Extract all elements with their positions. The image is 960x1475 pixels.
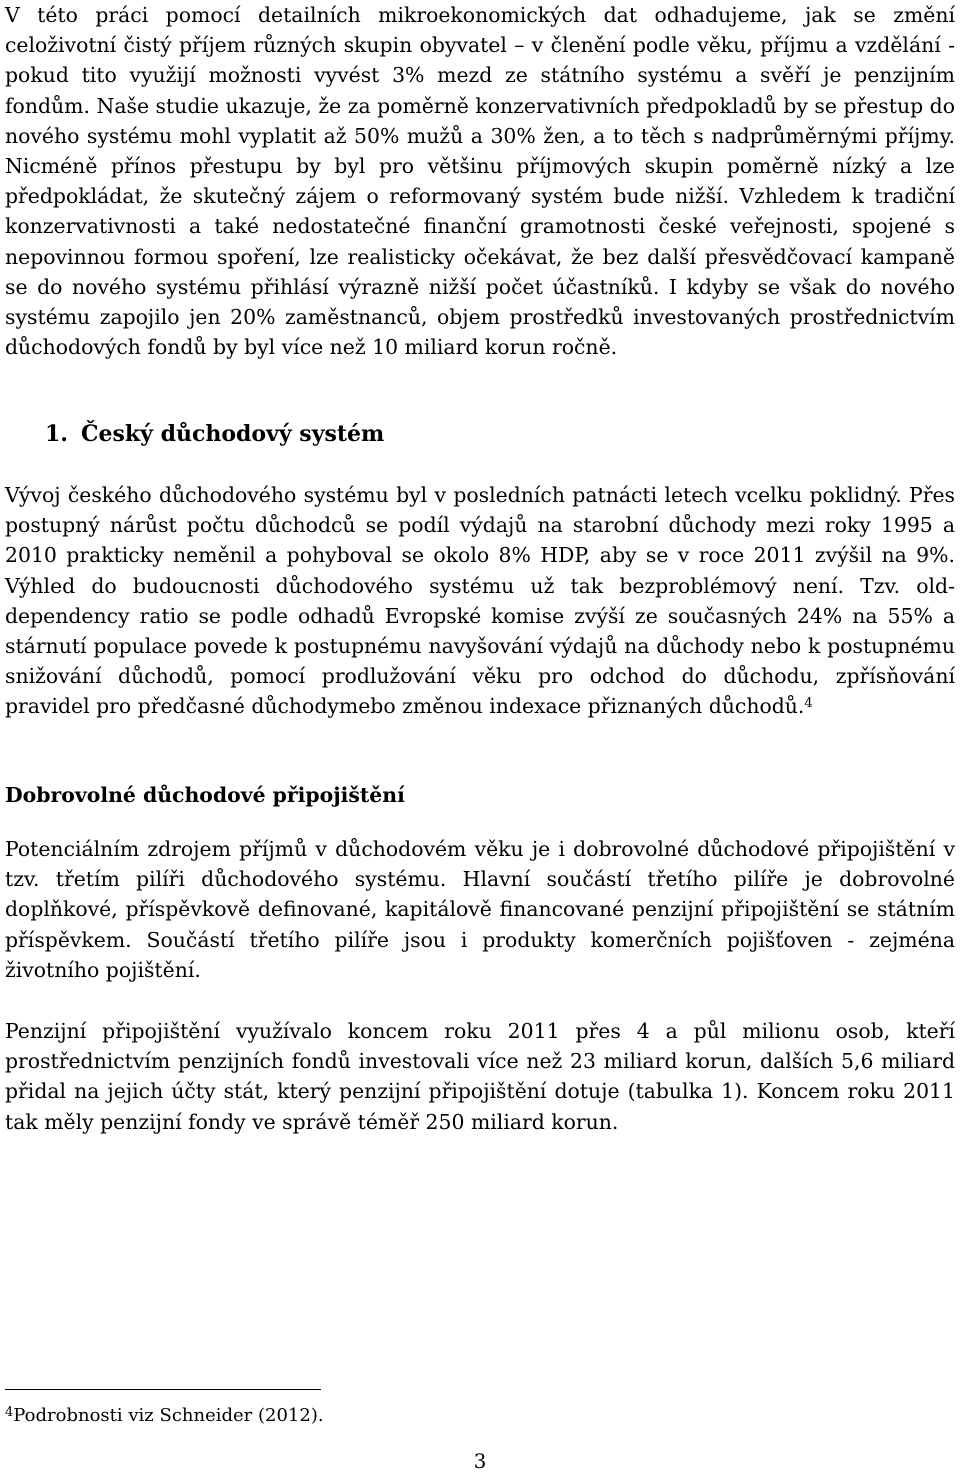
footnote-text: Podrobnosti viz Schneider (2012).: [13, 1405, 324, 1426]
section-paragraph: [5, 480, 955, 722]
footnote-number: 4: [5, 1405, 14, 1420]
page-number: 3: [473, 1449, 487, 1473]
footnote-reference[interactable]: 4: [804, 696, 813, 712]
section-number: 1.: [45, 421, 68, 447]
section-paragraph-text: Vývoj českého důchodového systému byl v posledních patnácti letech vcelku poklidný. Přes postupný nárůst počtu důchodců se podíl výdajů na starobní důchody mezi roky 1995 a 2010 prakticky neměnil a pohyboval se okolo 8% HDP, aby se v roce 2011 zvýšil na 9%. Výhled do budoucnosti důchodového systému už tak bezproblémový není. Tzv. old-dependency ratio se podle odhadů Evropské komise zvýší ze současných 24% na 55% a stárnutí populace povede k postupnému navyšování výdajů na důchody nebo k postupnému snižování důchodů, pomocí prodlužování věku pro odchod do důchodu, zpřísňování pravidel pro předčasné důchodymebo změnou indexace přiznaných důchodů.: [5, 483, 955, 719]
section-heading: [45, 419, 384, 449]
subsection-paragraph-2: Penzijní připojištění využívalo koncem roku 2011 přes 4 a půl milionu osob, kteří prostřednictvím penzijních fondů investovali více než 23 miliard korun, dalších 5,6 miliard přidal na jejich účty stát, který penzijní připojištění dotuje (tabulka 1). Koncem roku 2011 tak měly penzijní fondy ve správě téměř 250 miliard korun.: [5, 1019, 955, 1134]
footnote-divider: [5, 1389, 321, 1390]
footnote: [5, 1402, 324, 1430]
intro-paragraph: V této práci pomocí detailních mikroekonomických dat odhadujeme, jak se změní celoživotní čistý příjem různých skupin obyvatel – v členění podle věku, příjmu a vzdělání - pokud tito využijí možnosti vyvést 3% mezd ze státního systému a svěří je penzijním fondům. Naše studie ukazuje, že za poměrně konzervativních předpokladů by se přestup do nového systému mohl vyplatit až 50% mužů a 30% žen, a to těch s nadprůměrnými příjmy. Nicméně přínos přestupu by byl pro většinu příjmových skupin poměrně nízký a lze předpokládat, že skutečný zájem o reformovaný systém bude nižší. Vzhledem k tradiční konzervativnosti a také nedostatečné finanční gramotnosti české veřejnosti, spojené s nepovinnou formou spoření, lze realisticky očekávat, že bez další přesvědčovací kampaně se do nového systému přihlásí výrazně nižší počet účastníků. I kdyby se však do nového systému zapojilo jen 20% zaměstnanců, objem prostředků investovaných prostřednictvím důchodových fondů by byl více než 10 miliard korun ročně.: [5, 3, 955, 360]
subsection-heading: Dobrovolné důchodové připojištění: [5, 783, 405, 807]
subsection-paragraph-1: Potenciálním zdrojem příjmů v důchodovém věku je i dobrovolné důchodové připojištění v tzv. třetím pilíři důchodového systému. Hlavní součástí třetího pilíře je dobrovolné doplňkové, příspěvkově definované, kapitálově financované penzijní připojištění se státním příspěvkem. Součástí třetího pilíře jsou i produkty komerčních pojišťoven - zejména životního pojištění.: [5, 837, 955, 982]
section-title: Český důchodový systém: [81, 421, 385, 447]
